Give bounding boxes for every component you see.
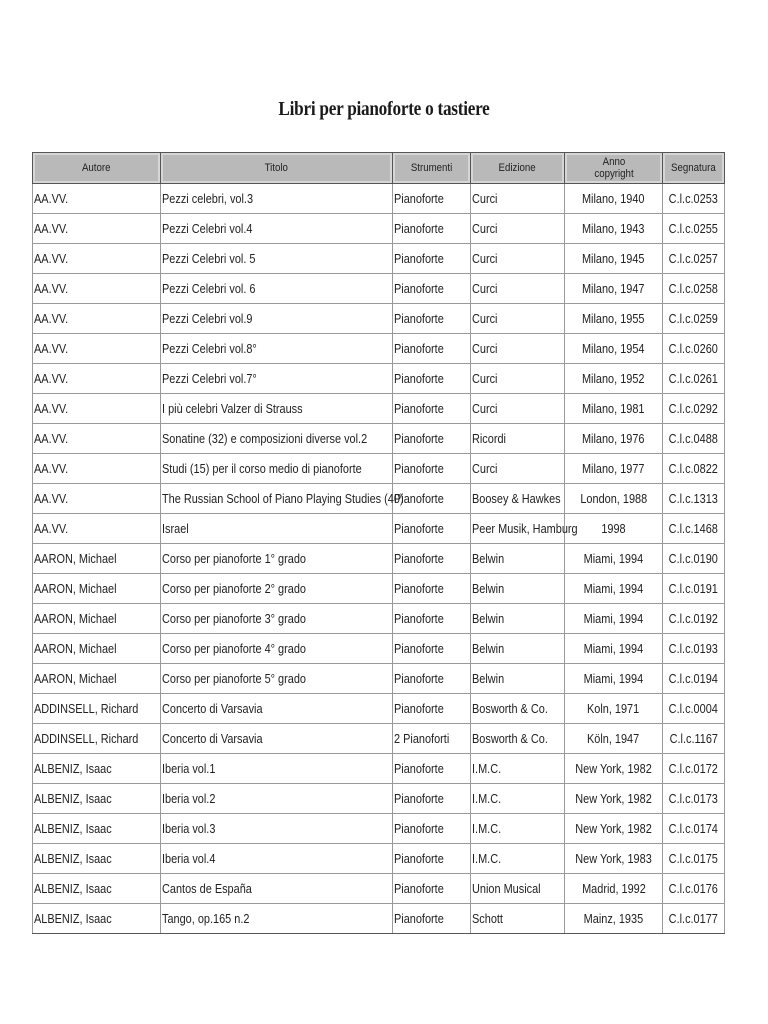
table-row [33, 754, 725, 784]
cell-segnatura: C.l.c.0191 [663, 574, 725, 604]
cell-strumenti: Pianoforte [393, 514, 471, 544]
cell-strumenti: Pianoforte [393, 334, 471, 364]
cell-titolo: Corso per pianoforte 4° grado [161, 634, 393, 664]
table-body [33, 184, 725, 934]
cell-anno: Milano, 1943 [565, 214, 663, 244]
cell-strumenti: Pianoforte [393, 244, 471, 274]
cell-titolo: Concerto di Varsavia [161, 724, 393, 754]
cell-edizione: I.M.C. [471, 814, 565, 844]
cell-edizione: Curci [471, 304, 565, 334]
header-autore: Autore [33, 153, 161, 184]
cell-strumenti: Pianoforte [393, 544, 471, 574]
cell-titolo: Pezzi Celebri vol.4 [161, 214, 393, 244]
cell-titolo: Concerto di Varsavia [161, 694, 393, 724]
cell-anno: Mainz, 1935 [565, 904, 663, 934]
table-row [33, 424, 725, 454]
table-row [33, 874, 725, 904]
cell-autore: AA.VV. [33, 394, 161, 424]
cell-autore: AARON, Michael [33, 574, 161, 604]
cell-strumenti: Pianoforte [393, 814, 471, 844]
cell-segnatura: C.l.c.0192 [663, 604, 725, 634]
cell-anno: New York, 1982 [565, 784, 663, 814]
cell-strumenti: Pianoforte [393, 694, 471, 724]
cell-strumenti: Pianoforte [393, 604, 471, 634]
cell-edizione: I.M.C. [471, 784, 565, 814]
cell-segnatura: C.l.c.0292 [663, 394, 725, 424]
cell-titolo: I più celebri Valzer di Strauss [161, 394, 393, 424]
cell-edizione: Bosworth & Co. [471, 694, 565, 724]
header-strumenti: Strumenti [393, 153, 471, 184]
cell-autore: AA.VV. [33, 334, 161, 364]
cell-segnatura: C.l.c.0258 [663, 274, 725, 304]
cell-anno: Miami, 1994 [565, 634, 663, 664]
table-row [33, 514, 725, 544]
cell-anno: Milano, 1952 [565, 364, 663, 394]
cell-anno: Köln, 1947 [565, 724, 663, 754]
cell-edizione: Curci [471, 454, 565, 484]
table-row [33, 694, 725, 724]
cell-autore: ALBENIZ, Isaac [33, 874, 161, 904]
table-row [33, 364, 725, 394]
cell-strumenti: Pianoforte [393, 844, 471, 874]
cell-autore: AARON, Michael [33, 544, 161, 574]
cell-edizione: Curci [471, 184, 565, 214]
cell-segnatura: C.l.c.1468 [663, 514, 725, 544]
cell-anno: Miami, 1994 [565, 544, 663, 574]
cell-autore: ALBENIZ, Isaac [33, 904, 161, 934]
cell-autore: AA.VV. [33, 484, 161, 514]
cell-edizione: Schott [471, 904, 565, 934]
table-row [33, 244, 725, 274]
cell-titolo: Corso per pianoforte 3° grado [161, 604, 393, 634]
cell-edizione: Belwin [471, 544, 565, 574]
cell-autore: AA.VV. [33, 214, 161, 244]
cell-anno: Milano, 1945 [565, 244, 663, 274]
cell-strumenti: Pianoforte [393, 874, 471, 904]
cell-anno: Koln, 1971 [565, 694, 663, 724]
cell-edizione: Peer Musik, Hamburg [471, 514, 565, 544]
cell-segnatura: C.l.c.0261 [663, 364, 725, 394]
table-row [33, 724, 725, 754]
cell-titolo: Iberia vol.4 [161, 844, 393, 874]
cell-strumenti: Pianoforte [393, 634, 471, 664]
cell-edizione: Belwin [471, 634, 565, 664]
table-row [33, 844, 725, 874]
cell-anno: Miami, 1994 [565, 664, 663, 694]
cell-autore: ADDINSELL, Richard [33, 724, 161, 754]
cell-segnatura: C.l.c.0822 [663, 454, 725, 484]
cell-autore: AA.VV. [33, 184, 161, 214]
cell-edizione: Belwin [471, 574, 565, 604]
cell-segnatura: C.l.c.0257 [663, 244, 725, 274]
cell-autore: AARON, Michael [33, 634, 161, 664]
table-row [33, 814, 725, 844]
cell-titolo: Corso per pianoforte 1° grado [161, 544, 393, 574]
cell-edizione: Ricordi [471, 424, 565, 454]
table-row [33, 304, 725, 334]
cell-edizione: Curci [471, 274, 565, 304]
cell-edizione: I.M.C. [471, 844, 565, 874]
cell-titolo: Pezzi Celebri vol.9 [161, 304, 393, 334]
cell-anno: Miami, 1994 [565, 574, 663, 604]
cell-segnatura: C.l.c.0194 [663, 664, 725, 694]
cell-autore: AA.VV. [33, 514, 161, 544]
cell-autore: AARON, Michael [33, 604, 161, 634]
cell-titolo: Pezzi Celebri vol.8° [161, 334, 393, 364]
cell-autore: AA.VV. [33, 364, 161, 394]
cell-titolo: Corso per pianoforte 2° grado [161, 574, 393, 604]
cell-edizione: Curci [471, 394, 565, 424]
cell-anno: Milano, 1955 [565, 304, 663, 334]
header-titolo: Titolo [161, 153, 393, 184]
cell-edizione: Curci [471, 244, 565, 274]
cell-segnatura: C.l.c.0004 [663, 694, 725, 724]
cell-titolo: Pezzi Celebri vol.7° [161, 364, 393, 394]
table-row [33, 784, 725, 814]
cell-edizione: Belwin [471, 664, 565, 694]
cell-autore: ALBENIZ, Isaac [33, 754, 161, 784]
cell-autore: AA.VV. [33, 304, 161, 334]
cell-strumenti: Pianoforte [393, 754, 471, 784]
cell-autore: ALBENIZ, Isaac [33, 844, 161, 874]
cell-anno: Milano, 1954 [565, 334, 663, 364]
cell-segnatura: C.l.c.0193 [663, 634, 725, 664]
cell-segnatura: C.l.c.0253 [663, 184, 725, 214]
table-row [33, 634, 725, 664]
table-row [33, 604, 725, 634]
table-row [33, 214, 725, 244]
cell-autore: AA.VV. [33, 454, 161, 484]
cell-anno: Madrid, 1992 [565, 874, 663, 904]
table-row [33, 904, 725, 934]
cell-edizione: I.M.C. [471, 754, 565, 784]
cell-strumenti: Pianoforte [393, 214, 471, 244]
cell-strumenti: Pianoforte [393, 454, 471, 484]
cell-anno: Milano, 1976 [565, 424, 663, 454]
cell-titolo: Iberia vol.1 [161, 754, 393, 784]
table-row [33, 544, 725, 574]
table-row [33, 484, 725, 514]
catalog-table [32, 152, 725, 934]
cell-anno: New York, 1982 [565, 754, 663, 784]
table-row [33, 454, 725, 484]
cell-edizione: Curci [471, 364, 565, 394]
cell-titolo: Pezzi Celebri vol. 6 [161, 274, 393, 304]
cell-strumenti: Pianoforte [393, 904, 471, 934]
cell-anno: London, 1988 [565, 484, 663, 514]
cell-segnatura: C.l.c.0177 [663, 904, 725, 934]
cell-autore: AA.VV. [33, 424, 161, 454]
cell-anno: New York, 1982 [565, 814, 663, 844]
cell-segnatura: C.l.c.0176 [663, 874, 725, 904]
cell-edizione: Curci [471, 214, 565, 244]
page-title: Libri per pianoforte o tastiere [278, 98, 490, 120]
cell-strumenti: Pianoforte [393, 394, 471, 424]
cell-autore: ADDINSELL, Richard [33, 694, 161, 724]
table-row [33, 184, 725, 214]
cell-autore: AA.VV. [33, 244, 161, 274]
cell-titolo: Tango, op.165 n.2 [161, 904, 393, 934]
cell-titolo: Iberia vol.3 [161, 814, 393, 844]
cell-strumenti: Pianoforte [393, 574, 471, 604]
table-row [33, 334, 725, 364]
cell-segnatura: C.l.c.1313 [663, 484, 725, 514]
cell-anno: Milano, 1981 [565, 394, 663, 424]
header-edizione: Edizione [471, 153, 565, 184]
header-segnatura: Segnatura [663, 153, 725, 184]
cell-segnatura: C.l.c.0175 [663, 844, 725, 874]
table-header [33, 153, 725, 184]
cell-segnatura: C.l.c.0488 [663, 424, 725, 454]
cell-edizione: Boosey & Hawkes [471, 484, 565, 514]
cell-titolo: Israel [161, 514, 393, 544]
cell-anno: Milano, 1947 [565, 274, 663, 304]
cell-titolo: Studi (15) per il corso medio di pianoforte [161, 454, 393, 484]
cell-segnatura: C.l.c.0174 [663, 814, 725, 844]
cell-strumenti: Pianoforte [393, 304, 471, 334]
cell-edizione: Bosworth & Co. [471, 724, 565, 754]
cell-segnatura: C.l.c.0260 [663, 334, 725, 364]
cell-strumenti: Pianoforte [393, 664, 471, 694]
table-row [33, 274, 725, 304]
cell-autore: AARON, Michael [33, 664, 161, 694]
cell-edizione: Belwin [471, 604, 565, 634]
cell-segnatura: C.l.c.0190 [663, 544, 725, 574]
table-row [33, 664, 725, 694]
cell-autore: ALBENIZ, Isaac [33, 814, 161, 844]
cell-strumenti: Pianoforte [393, 364, 471, 394]
cell-titolo: Pezzi celebri, vol.3 [161, 184, 393, 214]
cell-strumenti: Pianoforte [393, 784, 471, 814]
cell-segnatura: C.l.c.0259 [663, 304, 725, 334]
cell-titolo: The Russian School of Piano Playing Studies (40) [161, 484, 393, 514]
cell-anno: Milano, 1940 [565, 184, 663, 214]
table-row [33, 574, 725, 604]
cell-titolo: Corso per pianoforte 5° grado [161, 664, 393, 694]
cell-titolo: Pezzi Celebri vol. 5 [161, 244, 393, 274]
cell-segnatura: C.l.c.0255 [663, 214, 725, 244]
cell-autore: AA.VV. [33, 274, 161, 304]
cell-titolo: Iberia vol.2 [161, 784, 393, 814]
cell-anno: New York, 1983 [565, 844, 663, 874]
cell-titolo: Sonatine (32) e composizioni diverse vol.2 [161, 424, 393, 454]
cell-strumenti: 2 Pianoforti [393, 724, 471, 754]
cell-strumenti: Pianoforte [393, 484, 471, 514]
cell-anno: Miami, 1994 [565, 604, 663, 634]
cell-edizione: Curci [471, 334, 565, 364]
cell-autore: ALBENIZ, Isaac [33, 784, 161, 814]
header-anno: Anno copyright [565, 153, 663, 184]
cell-titolo: Cantos de España [161, 874, 393, 904]
cell-segnatura: C.l.c.1167 [663, 724, 725, 754]
cell-segnatura: C.l.c.0173 [663, 784, 725, 814]
cell-strumenti: Pianoforte [393, 274, 471, 304]
cell-anno: Milano, 1977 [565, 454, 663, 484]
cell-segnatura: C.l.c.0172 [663, 754, 725, 784]
cell-edizione: Union Musical [471, 874, 565, 904]
cell-strumenti: Pianoforte [393, 184, 471, 214]
cell-anno: 1998 [565, 514, 663, 544]
cell-strumenti: Pianoforte [393, 424, 471, 454]
table-row [33, 394, 725, 424]
header-row [33, 153, 725, 184]
